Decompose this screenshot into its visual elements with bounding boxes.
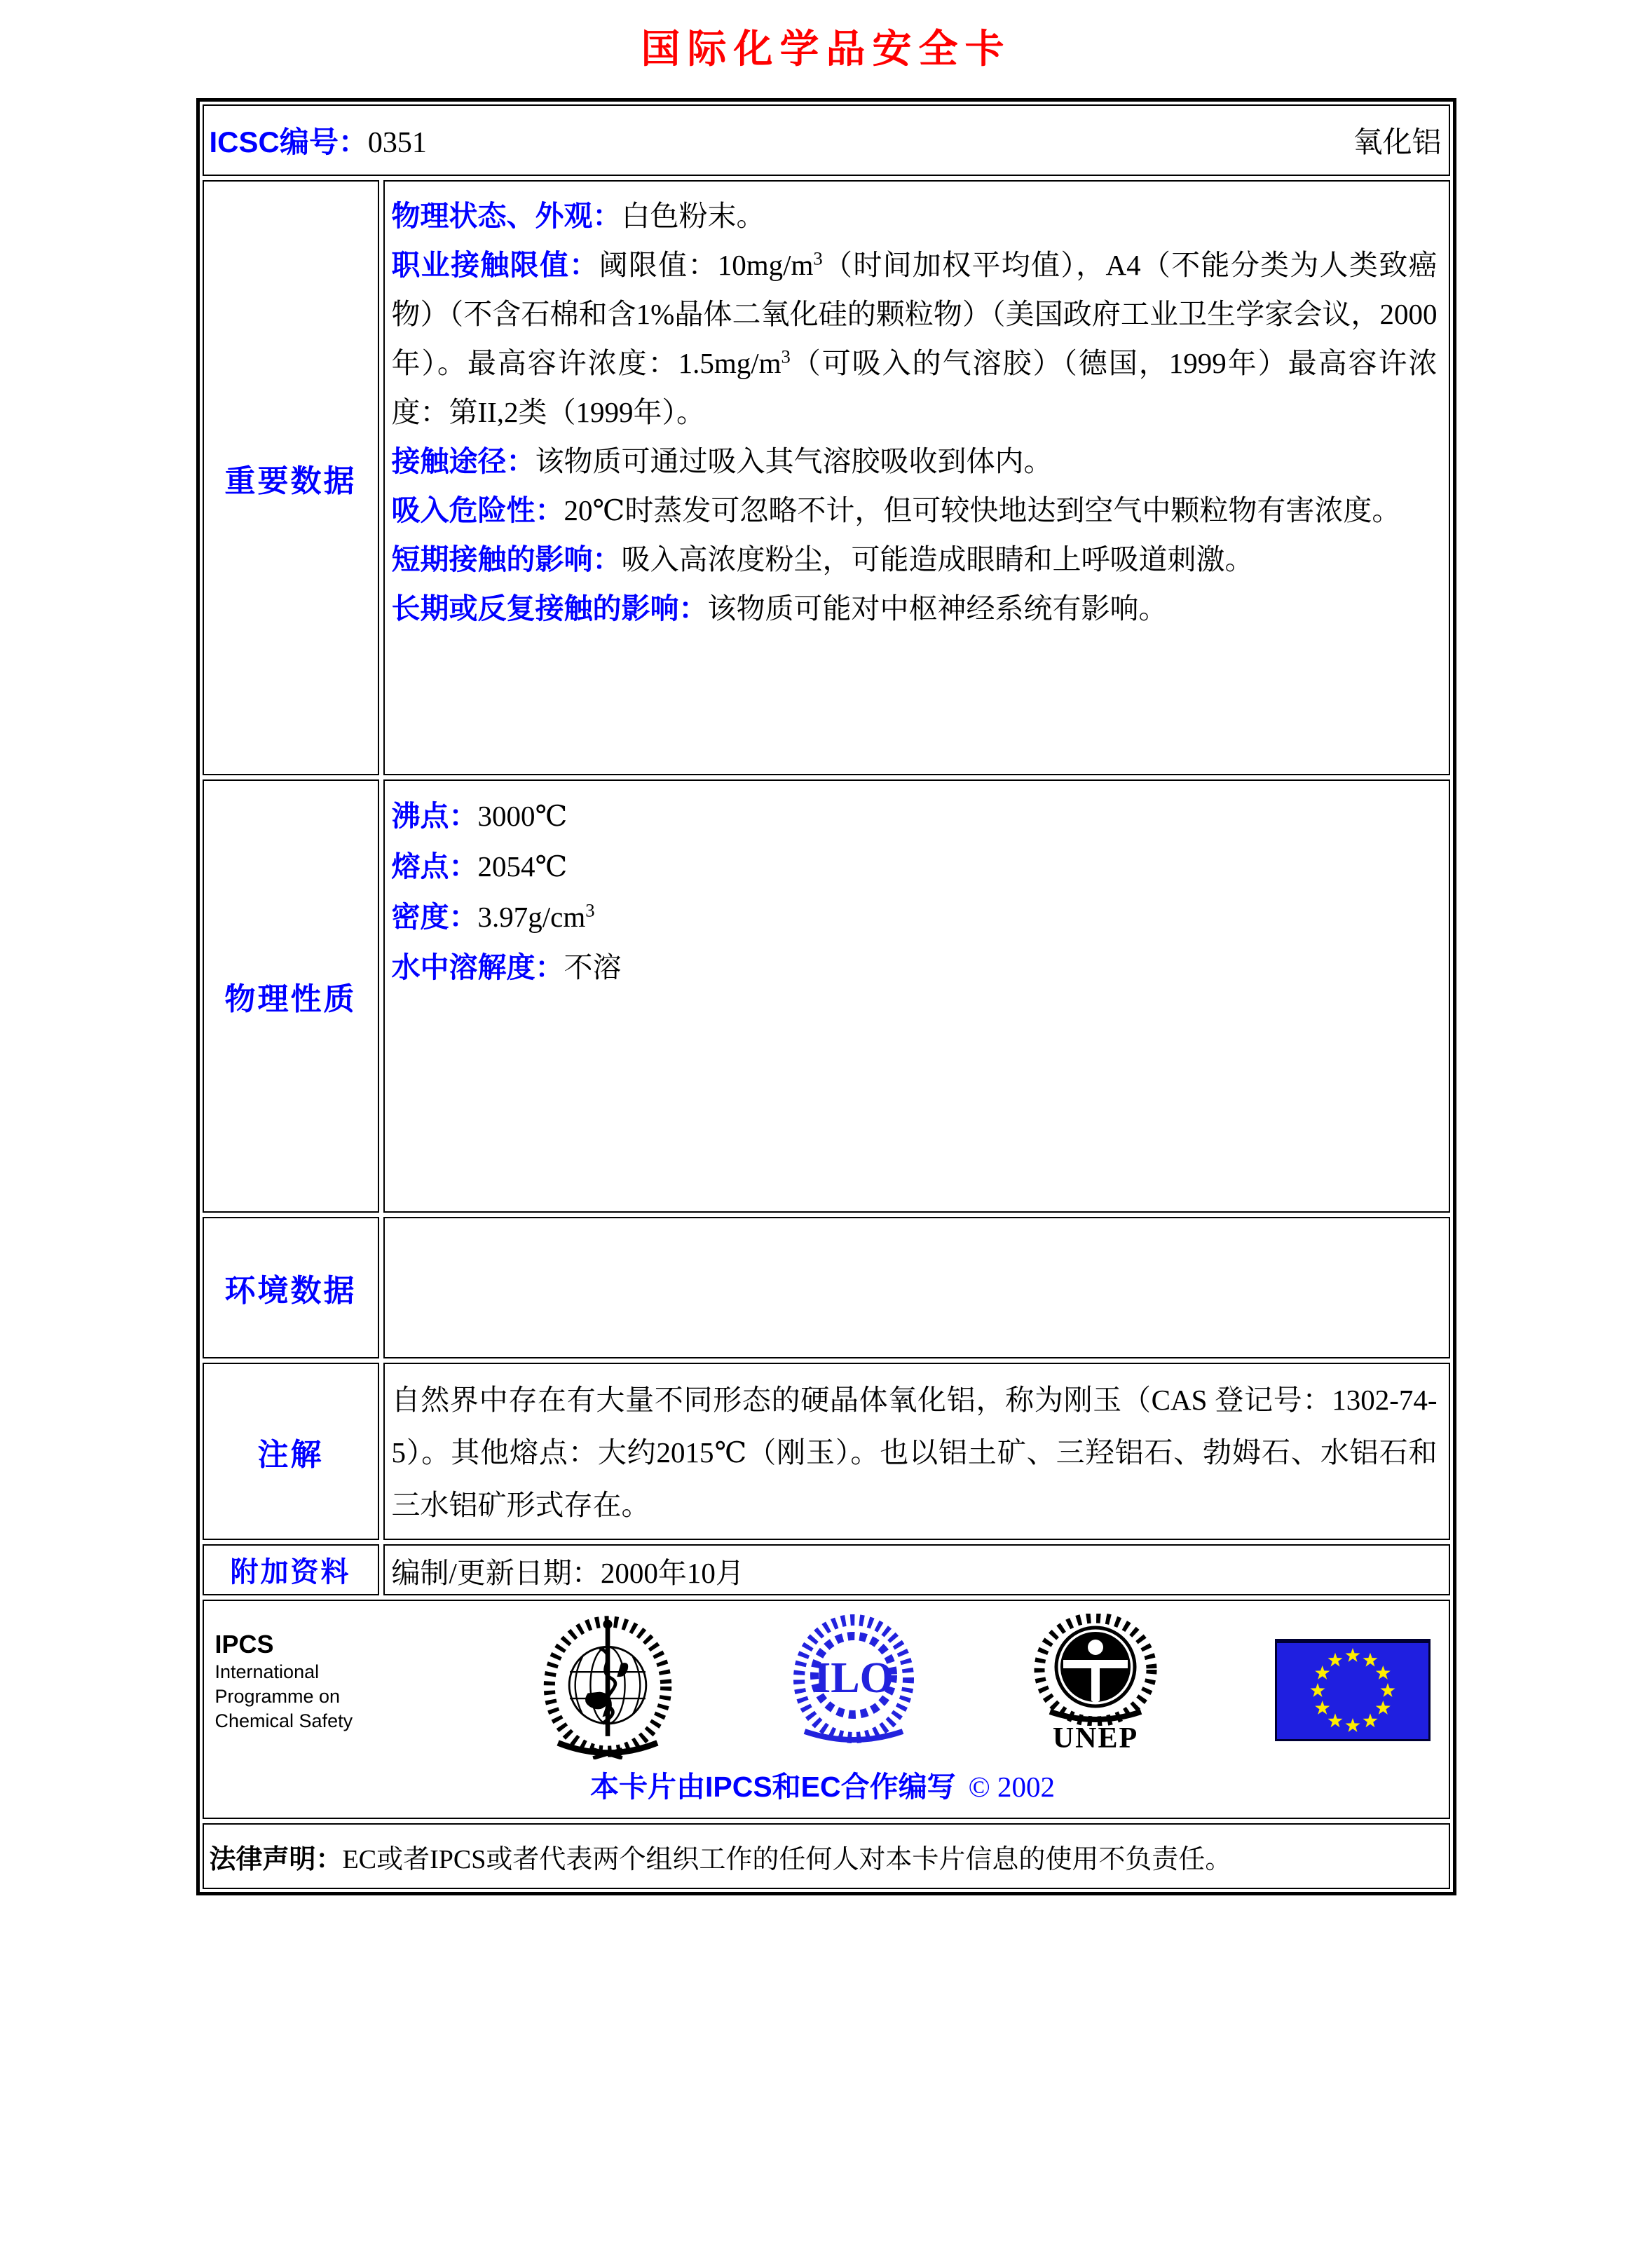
ilo-letters: ILO — [813, 1654, 894, 1702]
short-term-effects-text: 吸入高浓度粉尘，可能造成眼睛和上呼吸道刺激。 — [621, 543, 1254, 575]
ipcs-line-2: Programme on — [214, 1686, 341, 1707]
environment-data-content — [383, 1217, 1450, 1358]
notes-text: 自然界中存在有大量不同形态的硬晶体氧化铝，称为刚玉（CAS 登记号：1302-74-5）。其他熔点：大约2015℃（刚玉）。也以铝土矿、三羟铝石、勃姆石、水铝石和三水铝矿形式存在。 — [391, 1384, 1438, 1521]
header-cell — [203, 104, 1450, 176]
water-solubility — [392, 942, 1438, 993]
occupational-limits-sup-2: 3 — [781, 346, 791, 367]
legal-row — [203, 1823, 1450, 1889]
who-logo-icon — [541, 1614, 674, 1759]
inhalation-risk-label: 吸入危险性： — [391, 494, 564, 526]
exposure-routes-label: 接触途径： — [391, 445, 535, 477]
ilo-logo — [791, 1614, 917, 1744]
occupational-limits-text-2: （时间加权平均值），A4（不能分类为人类致癌物）（不含石棉和含1%晶体二氧化硅的颗粒物）（美国政府工业卫生学家会议，2000年）。最高容许浓度：1.5mg/m — [391, 249, 1438, 379]
ilo-logo-icon — [791, 1614, 917, 1744]
environment-data-row — [203, 1217, 1450, 1358]
ipcs-text-block — [215, 1614, 425, 1733]
unep-logo-icon — [1032, 1614, 1159, 1726]
important-data-text — [392, 191, 1438, 633]
legal-cell — [203, 1823, 1450, 1889]
density-sup: 3 — [585, 899, 595, 921]
copyright-text: © 2002 — [968, 1771, 1056, 1803]
occupational-limits-sup-1: 3 — [813, 247, 823, 269]
physical-properties-row — [203, 779, 1450, 1213]
occupational-limits-label: 职业接触限值： — [391, 249, 599, 281]
occupational-limits-text-1: 阈限值：10mg/m — [599, 249, 814, 281]
inhalation-risk-text: 20℃时蒸发可忽略不计，但可较快地达到空气中颗粒物有害浓度。 — [564, 494, 1401, 526]
short-term-effects-label: 短期接触的影响： — [391, 543, 622, 575]
ipcs-line-3: Chemical Safety — [214, 1710, 353, 1731]
important-data-content — [383, 180, 1450, 775]
icsc-number-value: 0351 — [367, 127, 427, 159]
boiling-point — [392, 791, 1438, 841]
logos-cell — [203, 1600, 1450, 1819]
physical-state-label: 物理状态、外观： — [391, 200, 622, 232]
physical-properties-content — [383, 779, 1450, 1213]
important-data-row — [203, 180, 1450, 775]
ipcs-line-1: International — [214, 1661, 320, 1682]
cooperation-caption-text: 本卡片由IPCS和EC合作编写 — [589, 1771, 956, 1803]
logos-row — [203, 1600, 1450, 1819]
water-solubility-value: 不溶 — [564, 951, 622, 983]
icsc-card-table — [196, 98, 1456, 1895]
header-row — [203, 104, 1450, 176]
eu-stars — [1277, 1643, 1428, 1739]
logos-strip — [215, 1614, 1431, 1759]
notes-content — [383, 1363, 1450, 1540]
boiling-point-label: 沸点： — [391, 800, 478, 832]
eu-flag-icon — [1275, 1639, 1431, 1741]
cooperation-caption — [215, 1759, 1431, 1812]
melting-point-value: 2054℃ — [477, 850, 568, 883]
icsc-number-label: ICSC编号： — [209, 125, 368, 158]
boiling-point-value: 3000℃ — [477, 800, 568, 832]
melting-point-label: 熔点： — [391, 850, 478, 883]
density-value: 3.97g/cm — [477, 901, 586, 933]
section-label-physical-properties: 物理性质 — [203, 779, 379, 1213]
exposure-routes-text: 该物质可通过吸入其气溶胶吸收到体内。 — [535, 445, 1053, 477]
long-term-effects-text: 该物质可能对中枢神经系统有影响。 — [707, 592, 1168, 625]
physical-state-text: 白色粉末。 — [621, 200, 765, 232]
section-label-notes: 注解 — [203, 1363, 379, 1540]
density — [392, 892, 1438, 942]
section-label-environment-data: 环境数据 — [203, 1217, 379, 1358]
chemical-name: 氧化铝 — [1353, 127, 1442, 159]
ipcs-acronym: IPCS — [214, 1630, 274, 1658]
page-title: 国际化学品安全卡 — [641, 27, 1011, 71]
icsc-number-group — [210, 119, 427, 161]
unep-logo — [1032, 1614, 1159, 1755]
section-label-important-data: 重要数据 — [203, 180, 379, 775]
notes-row — [203, 1363, 1450, 1540]
long-term-effects-label: 长期或反复接触的影响： — [391, 592, 708, 625]
additional-info-row — [203, 1544, 1450, 1595]
legal-label: 法律声明： — [209, 1844, 343, 1874]
section-label-additional-info: 附加资料 — [203, 1544, 379, 1595]
density-label: 密度： — [391, 901, 478, 933]
unep-wordmark: UNEP — [1052, 1722, 1139, 1755]
legal-text: EC或者IPCS或者代表两个组织工作的任何人对本卡片信息的使用不负责任。 — [342, 1844, 1232, 1874]
additional-info-content: 编制/更新日期：2000年10月 — [383, 1544, 1450, 1595]
who-logo — [541, 1614, 674, 1759]
water-solubility-label: 水中溶解度： — [391, 951, 564, 983]
occupational-limits-text-3: （可吸入的气溶胶）（德国，1999年）最高容许浓度：第II,2类（1999年）。 — [391, 347, 1438, 428]
melting-point — [392, 841, 1438, 892]
